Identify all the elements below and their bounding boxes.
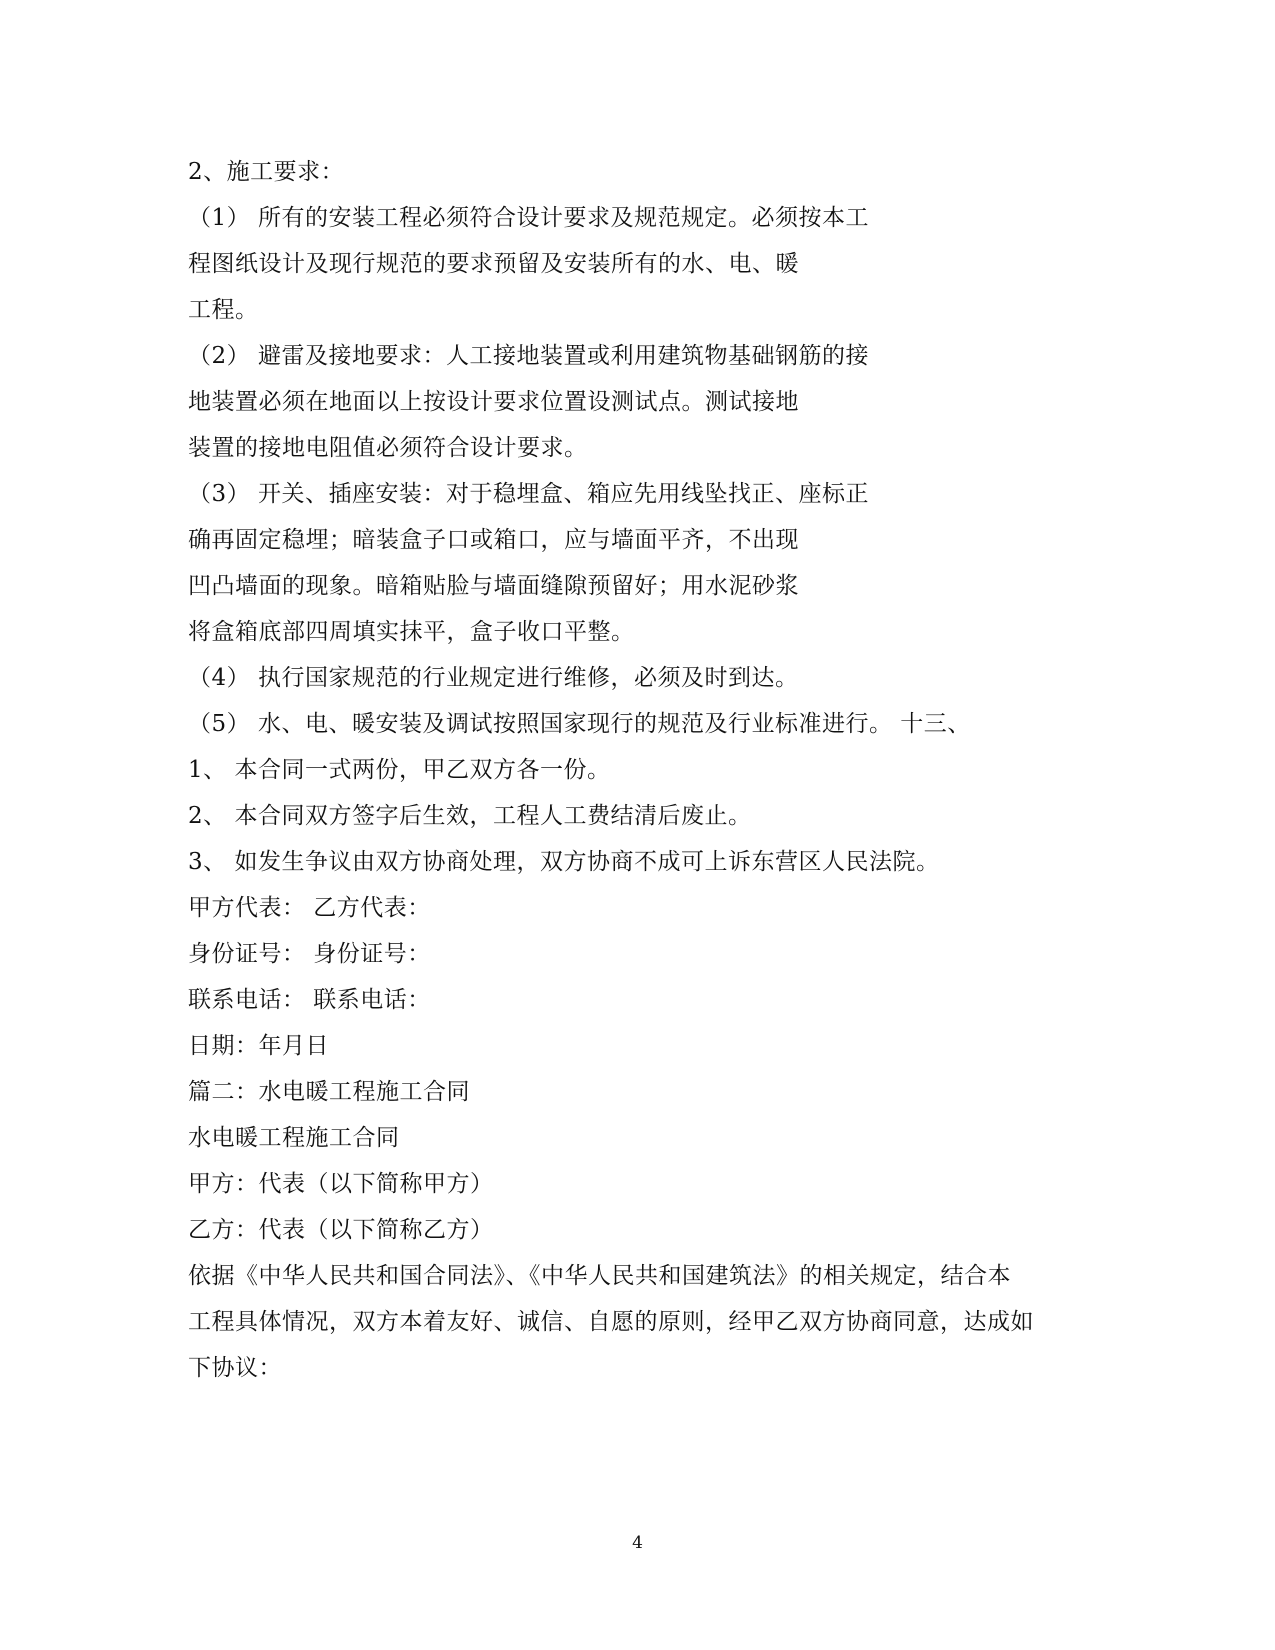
text-line: 工程具体情况，双方本着友好、诚信、自愿的原则，经甲乙双方协商同意，达成如 <box>188 1309 1034 1335</box>
text-line: 身份证号： 身份证号： <box>188 941 431 967</box>
text-line: 程图纸设计及现行规范的要求预留及安装所有的水、电、暖 <box>188 251 799 277</box>
text-line: （2） 避雷及接地要求：人工接地装置或利用建筑物基础钢筋的接 <box>188 343 869 369</box>
text-line: 确再固定稳埋；暗装盒子口或箱口，应与墙面平齐，不出现 <box>188 527 799 553</box>
page-number: 4 <box>632 1533 643 1553</box>
text-line: （5） 水、电、暖安装及调试按照国家现行的规范及行业标准进行。 十三、 <box>188 711 971 737</box>
text-line: 下协议： <box>188 1355 282 1381</box>
text-line: 工程。 <box>188 297 259 323</box>
text-line: 乙方：代表（以下简称乙方） <box>188 1217 494 1243</box>
text-line: 甲方：代表（以下简称甲方） <box>188 1171 494 1197</box>
text-line: 1、 本合同一式两份，甲乙双方各一份。 <box>188 757 611 783</box>
text-line: 装置的接地电阻值必须符合设计要求。 <box>188 435 588 461</box>
text-line: 2、施工要求： <box>188 159 345 185</box>
text-line: （1） 所有的安装工程必须符合设计要求及规范规定。必须按本工 <box>188 205 869 231</box>
text-line: 联系电话： 联系电话： <box>188 987 431 1013</box>
text-line: 地装置必须在地面以上按设计要求位置设测试点。测试接地 <box>188 389 799 415</box>
text-line: （4） 执行国家规范的行业规定进行维修，必须及时到达。 <box>188 665 799 691</box>
text-line: 水电暖工程施工合同 <box>188 1125 400 1151</box>
text-line: 篇二：水电暖工程施工合同 <box>188 1079 470 1105</box>
text-line: 2、 本合同双方签字后生效，工程人工费结清后废止。 <box>188 803 752 829</box>
text-line: 日期：年月日 <box>188 1033 329 1059</box>
text-line: 甲方代表： 乙方代表： <box>188 895 431 921</box>
text-line: 3、 如发生争议由双方协商处理，双方协商不成可上诉东营区人民法院。 <box>188 849 940 875</box>
text-line: 将盒箱底部四周填实抹平，盒子收口平整。 <box>188 619 635 645</box>
text-line: （3） 开关、插座安装：对于稳埋盒、箱应先用线坠找正、座标正 <box>188 481 869 507</box>
text-line: 凹凸墙面的现象。暗箱贴脸与墙面缝隙预留好；用水泥砂浆 <box>188 573 799 599</box>
text-line: 依据《中华人民共和国合同法》、《中华人民共和国建筑法》的相关规定，结合本 <box>188 1263 1011 1289</box>
